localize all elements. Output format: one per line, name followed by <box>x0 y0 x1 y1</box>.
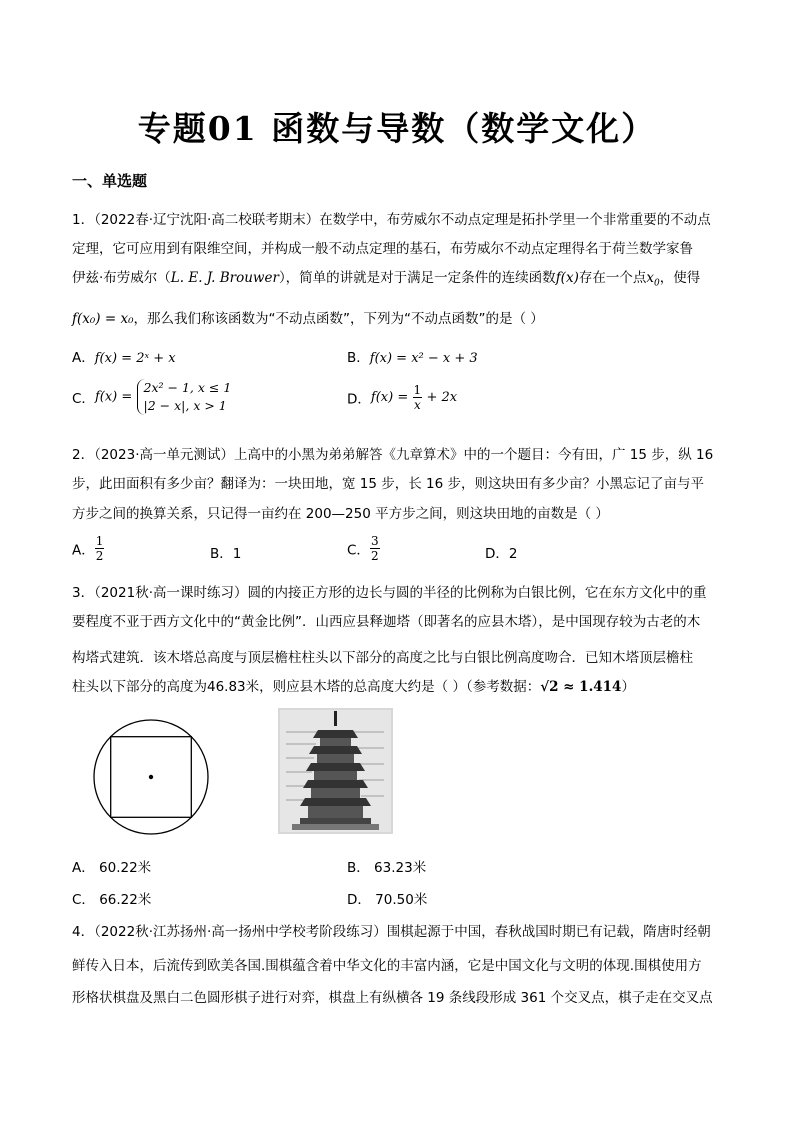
center-point <box>149 775 153 779</box>
q3-line-4: 柱头以下部分的高度为46.83米，则应县木塔的总高度大约是（ ）（参考数据：√2 ≈ 1.414） <box>72 679 635 695</box>
brouwer-name: L. E. J. Brouwer <box>170 270 279 286</box>
q3-line-3: 构塔式建筑．该木塔总高度与顶层檐柱柱头以下部分的高度之比与白银比例高度吻合．已知木塔顶层檐柱 <box>72 650 693 666</box>
q1-option-b[interactable]: B．f(x) = x² − x + 3 <box>347 350 478 366</box>
piecewise-brace: 2x² − 1, x ≤ 1 |2 − x|, x > 1 <box>137 379 232 415</box>
q3-option-c[interactable]: C． 66.22米 <box>72 892 152 908</box>
q1-option-a[interactable]: A．f(x) = 2ˣ + x <box>72 350 176 366</box>
q2-line-3: 方步之间的换算关系，只记得一亩约在 200—250 平方步之间，则这块田地的亩数是（ ） <box>72 506 609 522</box>
q2-option-d[interactable]: D．2 <box>485 546 518 562</box>
q1-option-c[interactable]: C．f(x) = 2x² − 1, x ≤ 1 |2 − x|, x > 1 <box>72 380 232 413</box>
section-heading: 一、单选题 <box>72 172 148 190</box>
q4-line-1: 4．（2022秋·江苏扬州·高一扬州中学校考阶段练习）围棋起源于中国，春秋战国时期已有记载，隋唐时经朝 <box>72 924 711 940</box>
q2-line-1: 2．（2023·高一单元测试）上高中的小黑为弟弟解答《九章算术》中的一个题目：今有田，广 15 步，纵 16 <box>72 447 714 463</box>
q1-line-3: 伊兹·布劳威尔（L. E. J. Brouwer），简单的讲就是对于满足一定条件的连续函数f(x)存在一个点$x_0$，使得 <box>72 270 701 289</box>
q2-option-b[interactable]: B．1 <box>210 546 242 562</box>
q4-line-2: 鲜传入日本，后流传到欧美各国.围棋蕴含着中华文化的丰富内涵，它是中国文化与文明的体现.围棋使用方 <box>72 958 702 974</box>
q2-line-2: 步，此田面积有多少亩？翻译为：一块田地，宽 15 步，长 16 步，则这块田有多少亩？小黑忘记了亩与平 <box>72 476 705 492</box>
q3-line-2: 要程度不亚于西方文化中的“黄金比例”．山西应县释迦塔（即著名的应县木塔），是中国现存较为古老的木 <box>72 614 701 630</box>
inscribed-square-figure <box>92 718 210 836</box>
q1-line-1: 1．（2022春·辽宁沈阳·高二校联考期末）在数学中，布劳威尔不动点定理是拓扑学里一个非常重要的不动点 <box>72 212 711 228</box>
q2-option-c[interactable]: C． $\frac{3}{2}$ <box>347 534 379 563</box>
page-title: 专题01 函数与导数（数学文化） <box>137 109 657 148</box>
q2-option-a[interactable]: A． $\frac{1}{2}$ <box>72 534 104 563</box>
q3-line-1: 3．（2021秋·高一课时练习）圆的内接正方形的边长与圆的半径的比例称为白银比例，它在东方文化中的重 <box>72 585 707 601</box>
q1-option-d[interactable]: D．f(x) = $\frac{1}{x}$ + 2x <box>347 383 458 412</box>
q3-option-d[interactable]: D． 70.50米 <box>347 892 428 908</box>
q1-line-4: f(x₀) = x₀，那么我们称该函数为“不动点函数”，下列为“不动点函数”的是（ ） <box>72 311 544 327</box>
q1-line-2: 定理，它可应用到有限维空间，并构成一般不动点定理的基石，布劳威尔不动点定理得名于荷兰数学家鲁 <box>72 241 693 257</box>
q3-option-a[interactable]: A． 60.22米 <box>72 860 152 876</box>
q3-option-b[interactable]: B． 63.23米 <box>347 860 427 876</box>
q4-line-3: 形格状棋盘及黑白二色圆形棋子进行对弈，棋盘上有纵横各 19 条线段形成 361 个交叉点，棋子走在交叉点 <box>72 990 713 1006</box>
pagoda-photo <box>278 708 393 834</box>
